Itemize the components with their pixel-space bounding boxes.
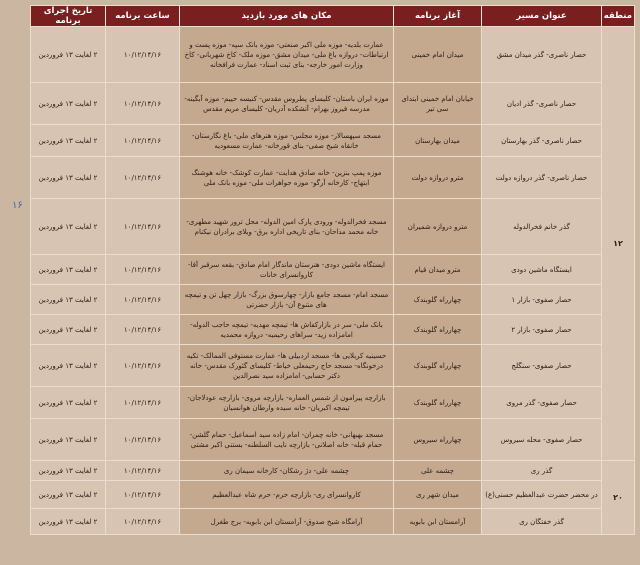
- places-cell: مسجد فخرالدوله- ورودی پارک امین الدوله- محل ترور شهید مطهری- خانه محمد مداحان- بنای تاریخی اداره برق- ویلای برادران نیکنام: [180, 199, 394, 255]
- header-time: ساعت برنامه: [106, 6, 180, 27]
- header-region: منطقه: [602, 6, 635, 27]
- start-cell: چهارراه گلوبندک: [394, 315, 482, 345]
- places-cell: عمارت بلدیه- موزه ملی اکبر صنعتی- موزه بانک سپه- موزه پست و ارتباطات- دروازه باغ ملی- میدان مشق- موزه ملک- کاخ شهربانی- کاخ وزارت امور خارجه- بنای ثبت اسناد- عمارت فرافخانه: [180, 27, 394, 83]
- time-cell: ۱۰/۱۲/۱۴/۱۶: [106, 387, 180, 419]
- time-cell: ۱۰/۱۲/۱۴/۱۶: [106, 285, 180, 315]
- program-table-container: [30, 5, 634, 565]
- time-cell: ۱۰/۱۲/۱۴/۱۶: [106, 509, 180, 535]
- route-cell: در محضر حضرت عبدالعظیم حسنی(ع): [482, 481, 602, 509]
- table-row: [31, 481, 635, 509]
- start-cell: چهارراه گلوبندک: [394, 285, 482, 315]
- start-cell: چهارراه گلوبندک: [394, 345, 482, 387]
- date-cell: ۲ لغایت ۱۳ فروردین: [31, 285, 106, 315]
- date-cell: ۲ لغایت ۱۳ فروردین: [31, 157, 106, 199]
- places-cell: بازارچه پیرامون از شمس العماره- بازارچه مروی- بازارچه عودلاجان- تیمچه اکبریان- خانه سیده وارطان هوانسیان: [180, 387, 394, 419]
- start-cell: مترو دروازه دولت: [394, 157, 482, 199]
- start-cell: میدان بهارستان: [394, 125, 482, 157]
- route-cell: ایستگاه ماشین دودی: [482, 255, 602, 285]
- start-cell: چهارراه سیروس: [394, 419, 482, 461]
- date-cell: ۲ لغایت ۱۳ فروردین: [31, 199, 106, 255]
- date-cell: ۲ لغایت ۱۳ فروردین: [31, 345, 106, 387]
- start-cell: آرامستان ابن بابویه: [394, 509, 482, 535]
- start-cell: چهارراه گلوبندک: [394, 387, 482, 419]
- start-cell: میدان امام خمینی: [394, 27, 482, 83]
- route-cell: گذر خانم فخرالدوله: [482, 199, 602, 255]
- route-cell: حصار صفوی- بازار ۱: [482, 285, 602, 315]
- table-row: [31, 419, 635, 461]
- time-cell: ۱۰/۱۲/۱۴/۱۶: [106, 83, 180, 125]
- date-cell: ۲ لغایت ۱۳ فروردین: [31, 419, 106, 461]
- time-cell: ۱۰/۱۲/۱۴/۱۶: [106, 255, 180, 285]
- date-cell: ۲ لغایت ۱۳ فروردین: [31, 255, 106, 285]
- time-cell: ۱۰/۱۲/۱۴/۱۶: [106, 419, 180, 461]
- date-cell: ۲ لغایت ۱۳ فروردین: [31, 481, 106, 509]
- places-cell: بانک ملی- سر در بازارکفاش ها- تیمچه مهدیه- تیمچه حاجب الدوله- امامزاده زید- سراهای رحیمیه- دروازه محمدیه: [180, 315, 394, 345]
- route-cell: حصار ناصری- گذر دروازه دولت: [482, 157, 602, 199]
- header-date: تاریخ اجرای برنامه: [31, 6, 106, 27]
- table-row: [31, 125, 635, 157]
- date-cell: ۲ لغایت ۱۳ فروردین: [31, 461, 106, 481]
- start-cell: مترو دروازه شمیران: [394, 199, 482, 255]
- route-cell: گذر خفتگان ری: [482, 509, 602, 535]
- time-cell: ۱۰/۱۲/۱۴/۱۶: [106, 125, 180, 157]
- page-marker: ۱۶: [12, 200, 23, 211]
- time-cell: ۱۰/۱۲/۱۴/۱۶: [106, 481, 180, 509]
- places-cell: موزه ایران باستان- کلیسای پطروس مقدس- کنیسه حییم- موزه آبگینه- مدرسه فیروز بهرام- آتشکده آدریان- کلیسای مریم مقدس: [180, 83, 394, 125]
- time-cell: ۱۰/۱۲/۱۴/۱۶: [106, 315, 180, 345]
- time-cell: ۱۰/۱۲/۱۴/۱۶: [106, 461, 180, 481]
- places-cell: مسجد سپهسالار- موزه مجلس- موزه هنرهای ملی- باغ نگارستان- خانقاه شیخ صفی- بنای قورخانه- عمارت مسعودیه: [180, 125, 394, 157]
- region-cell: ۲۰: [602, 461, 635, 535]
- places-cell: ایستگاه ماشین دودی- هنرستان ماندگار امام صادق- بقعه سرقبر آقا- کاروانسرای خانات: [180, 255, 394, 285]
- places-cell: چشمه علی- دژ رشکان- کارخانه سیمان ری: [180, 461, 394, 481]
- start-cell: خیابان امام خمینی ابتدای سی تیر: [394, 83, 482, 125]
- table-row: [31, 27, 635, 83]
- date-cell: ۲ لغایت ۱۳ فروردین: [31, 125, 106, 157]
- route-cell: حصار ناصری- گذر بهارستان: [482, 125, 602, 157]
- header-places: مکان های مورد بازدید: [180, 6, 394, 27]
- time-cell: ۱۰/۱۲/۱۴/۱۶: [106, 345, 180, 387]
- places-cell: موزه پمپ بنزین- خانه صادق هدایت- عمارت کوشک- خانه هوشنگ ابتهاج- کارخانه آرگو- موزه جواهرات ملی- موزه بانک ملی: [180, 157, 394, 199]
- table-row: [31, 285, 635, 315]
- table-row: [31, 315, 635, 345]
- table-header-row: [31, 6, 635, 27]
- header-start: آغاز برنامه: [394, 6, 482, 27]
- start-cell: میدان شهر ری: [394, 481, 482, 509]
- route-cell: گذر ری: [482, 461, 602, 481]
- places-cell: مسجد امام- مسجد جامع بازار- چهارسوق بزرگ- بازار چهل تن و تیمچه های متنوع آن- بازار حضرتی: [180, 285, 394, 315]
- places-cell: کاروانسرای ری- بازارچه حرم- حرم شاه عبدالعظیم: [180, 481, 394, 509]
- route-cell: حصار ناصری- گذر میدان مشق: [482, 27, 602, 83]
- date-cell: ۲ لغایت ۱۳ فروردین: [31, 27, 106, 83]
- table-row: [31, 387, 635, 419]
- time-cell: ۱۰/۱۲/۱۴/۱۶: [106, 27, 180, 83]
- places-cell: مسجد بهبهانی- خانه چمران- امام زاده سید اسماعیل- حمام گلشن- حمام قبله- خانه اصلانی- بازارچه نایب السلطنه- بستنی اکبر مشتی: [180, 419, 394, 461]
- time-cell: ۱۰/۱۲/۱۴/۱۶: [106, 157, 180, 199]
- time-cell: ۱۰/۱۲/۱۴/۱۶: [106, 199, 180, 255]
- route-cell: حصار صفوی- گذر مروی: [482, 387, 602, 419]
- table-row: [31, 255, 635, 285]
- start-cell: چشمه علی: [394, 461, 482, 481]
- program-table: [30, 5, 635, 535]
- route-cell: حصار ناصری- گذر ادیان: [482, 83, 602, 125]
- table-row: [31, 461, 635, 481]
- table-row: [31, 345, 635, 387]
- start-cell: مترو میدان قیام: [394, 255, 482, 285]
- header-route: عنوان مسیر: [482, 6, 602, 27]
- date-cell: ۲ لغایت ۱۳ فروردین: [31, 509, 106, 535]
- places-cell: آرامگاه شیخ صدوق- آرامستان ابن بابویه- برج طغرل: [180, 509, 394, 535]
- route-cell: حصار صفوی- سنگلج: [482, 345, 602, 387]
- route-cell: حصار صفوی- محله سیروس: [482, 419, 602, 461]
- table-row: [31, 83, 635, 125]
- date-cell: ۲ لغایت ۱۳ فروردین: [31, 387, 106, 419]
- table-row: [31, 509, 635, 535]
- date-cell: ۲ لغایت ۱۳ فروردین: [31, 315, 106, 345]
- table-row: [31, 157, 635, 199]
- region-cell: ۱۲: [602, 27, 635, 461]
- places-cell: حسینیه کربلایی ها- مسجد اردبیلی ها- عمارت مستوفی الممالک- تکیه درخونگاه- مسجد حاج رحیمعلی خیاط- کلیسای گئورک مقدس- خانه دکتر حسابی- امامزاده سید نصرالدین: [180, 345, 394, 387]
- table-row: [31, 199, 635, 255]
- date-cell: ۲ لغایت ۱۳ فروردین: [31, 83, 106, 125]
- route-cell: حصار صفوی- بازار ۲: [482, 315, 602, 345]
